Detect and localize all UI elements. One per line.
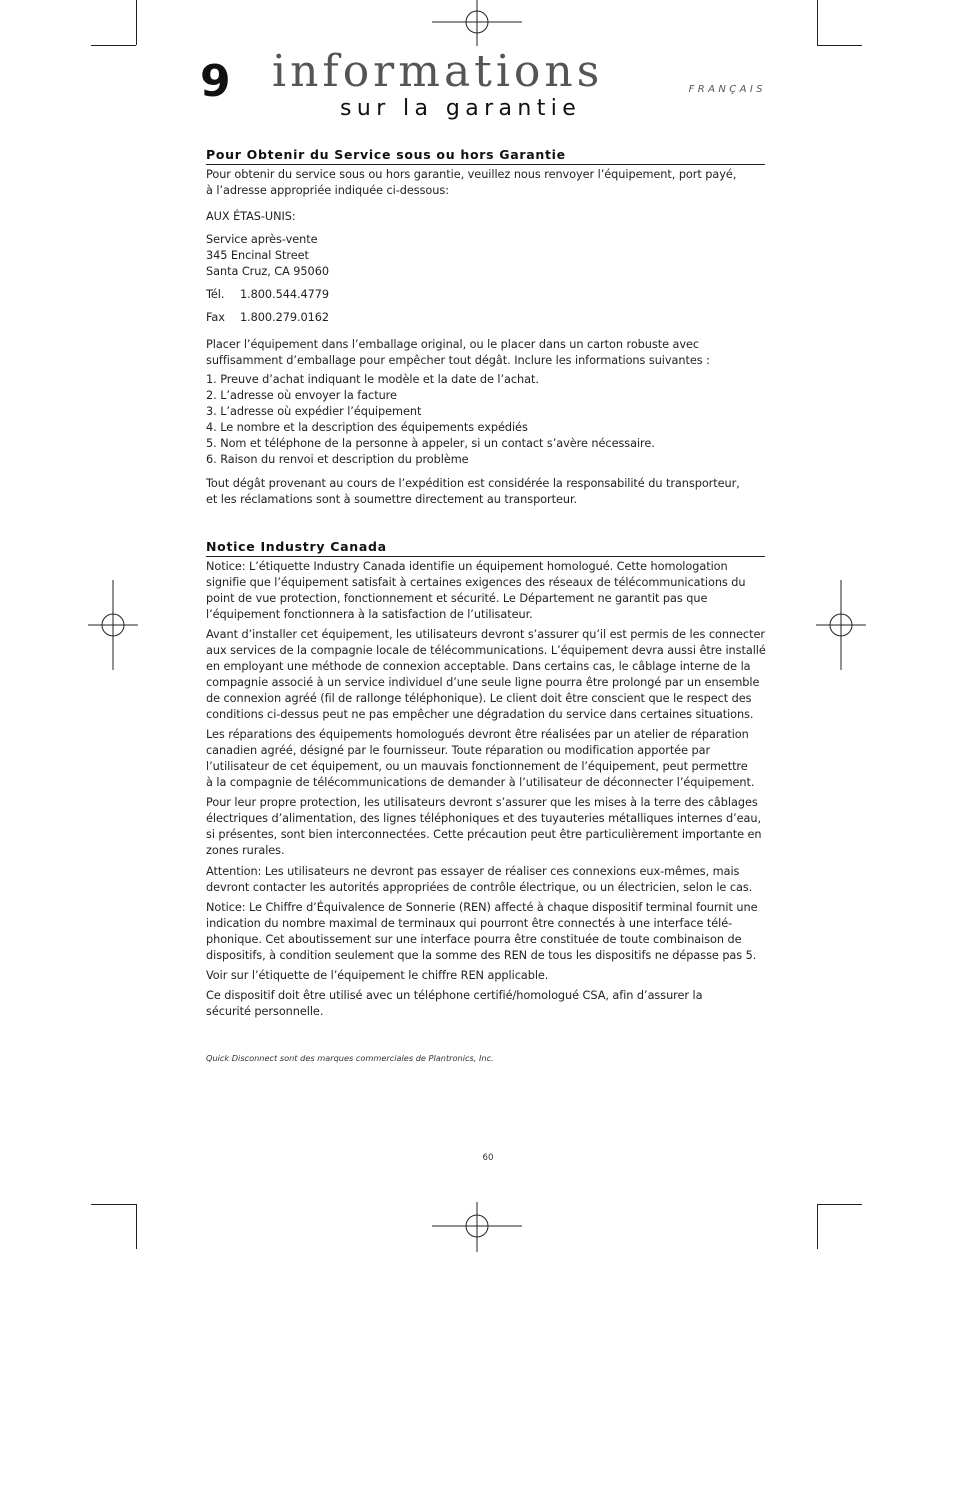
list-item: 4. Le nombre et la description des équipements expédiés bbox=[206, 421, 528, 434]
page-subtitle: sur la garantie bbox=[340, 96, 582, 121]
canada-paragraph: Attention: Les utilisateurs ne devront pas essayer de réaliser ces connexions eux-mêmes, mais devront contacter les autorités appropriées de contrôle électrique, ou un électricien, selon le cas. bbox=[206, 865, 753, 894]
canada-paragraph: Notice: L’étiquette Industry Canada identifie un équipement homologué. Cette homologation signifie que l’équipement satisfait à certaines exigences des réseaux de télécommunications du point de vue protection, fonctionnement et sécurité. Le Département ne garantit pas que l’équipement fonctionnera à la satisfaction de l’utilisateur. bbox=[206, 560, 746, 621]
registration-mark-bottom bbox=[430, 1202, 524, 1252]
canada-paragraph: Avant d’installer cet équipement, les utilisateurs devront s’assurer qu’il est permis de les connecter aux services de la compagnie locale de télécommunications. L’équipement devra aussi être installé en employant une méthode de connexion acceptable. Dans certains cas, le câblage interne de la compagnie associé à un service individuel d’une seule ligne pourra être prolongé par un ensemble de connexion agréé (fil de rallonge téléphonique). Le client doit être conscient que le respect des conditions ci-dessus peut ne pas empêcher une dégradation du service dans certaines situations. bbox=[206, 628, 766, 721]
list-item: 5. Nom et téléphone de la personne à appeler, si un contact s’avère nécessaire. bbox=[206, 437, 655, 450]
packing-instructions: Placer l’équipement dans l’emballage original, ou le placer dans un carton robuste avec suffisamment d’emballage pour empêcher tout dégât. Inclure les informations suivantes : bbox=[206, 338, 710, 367]
canada-paragraph: Les réparations des équipements homologués devront être réalisées par un atelier de réparation canadien agréé, désigné par le fournisseur. Toute réparation ou modification apportée par l’utilisateur de cet équipement, ou un mauvais fonctionnement de l’équipement, peut permettre à la compagnie de télécommunications de demander à l’utilisateur de déconnecter l’équipement. bbox=[206, 728, 755, 789]
canada-paragraph: Pour leur propre protection, les utilisateurs devront s’assurer que les mises à la terre des câblages électriques d’alimentation, des lignes téléphoniques et des tuyauteries métalliques internes d’eau, si présentes, sont bien interconnectées. Cette précaution peut être particulièrement importante en zones rurales. bbox=[206, 796, 762, 857]
crop-mark bbox=[91, 1204, 136, 1205]
fax-label: Fax bbox=[206, 311, 225, 324]
chapter-number: 9 bbox=[200, 56, 231, 107]
info-list bbox=[206, 372, 768, 468]
phone-number: 1.800.544.4779 bbox=[240, 288, 329, 301]
crop-mark bbox=[136, 0, 137, 45]
service-intro: Pour obtenir du service sous ou hors garantie, veuillez nous renvoyer l’équipement, port payé, à l’adresse appropriée indiquée ci-dessous: bbox=[206, 168, 737, 197]
canada-paragraph: Notice: Le Chiffre d’Équivalence de Sonnerie (REN) affecté à chaque dispositif terminal fournit une indication du nombre maximal de terminaux qui pourront être connectés à une interface télé- phonique. Cet aboutissement sur une interface pourra être constituée de toute combinaison de dispositifs, à condition seulement que la somme des REN de tous les dispositifs ne dépasse pas 5. bbox=[206, 901, 758, 962]
page-number: 60 bbox=[482, 1153, 494, 1163]
canada-paragraph: Voir sur l’étiquette de l’équipement le chiffre REN applicable. bbox=[206, 969, 549, 982]
crop-mark bbox=[817, 0, 818, 45]
page-title: informations bbox=[272, 46, 604, 97]
registration-mark-right bbox=[816, 578, 866, 672]
fax-line bbox=[206, 310, 768, 326]
phone-label: Tél. bbox=[206, 288, 225, 301]
service-address: Service après-vente 345 Encinal Street Santa Cruz, CA 95060 bbox=[206, 233, 329, 278]
list-item: 1. Preuve d’achat indiquant le modèle et la date de l’achat. bbox=[206, 373, 539, 386]
phone-line bbox=[206, 287, 768, 303]
country-label: AUX ÉTAS-UNIS: bbox=[206, 210, 296, 223]
registration-mark-left bbox=[88, 578, 138, 672]
registration-mark-top bbox=[430, 0, 524, 46]
section-heading-service: Pour Obtenir du Service sous ou hors Garantie bbox=[206, 147, 765, 165]
list-item: 3. L’adresse où expédier l’équipement bbox=[206, 405, 422, 418]
shipping-damage: Tout dégât provenant au cours de l’expédition est considérée la responsabilité du transporteur, et les réclamations sont à soumettre directement au transporteur. bbox=[206, 477, 740, 506]
crop-mark bbox=[136, 1204, 137, 1249]
fax-number: 1.800.279.0162 bbox=[240, 311, 329, 324]
list-item: 6. Raison du renvoi et description du problème bbox=[206, 453, 469, 466]
crop-mark bbox=[817, 1204, 818, 1249]
language-label: FRANÇAIS bbox=[688, 84, 766, 95]
crop-mark bbox=[817, 1204, 862, 1205]
canada-paragraph: Ce dispositif doit être utilisé avec un téléphone certifié/homologué CSA, afin d’assurer la sécurité personnelle. bbox=[206, 989, 703, 1018]
section-heading-canada: Notice Industry Canada bbox=[206, 539, 765, 557]
trademark-note: Quick Disconnect sont des marques commerciales de Plantronics, Inc. bbox=[206, 1053, 494, 1063]
crop-mark bbox=[91, 45, 136, 46]
list-item: 2. L’adresse où envoyer la facture bbox=[206, 389, 397, 402]
crop-mark bbox=[817, 45, 862, 46]
